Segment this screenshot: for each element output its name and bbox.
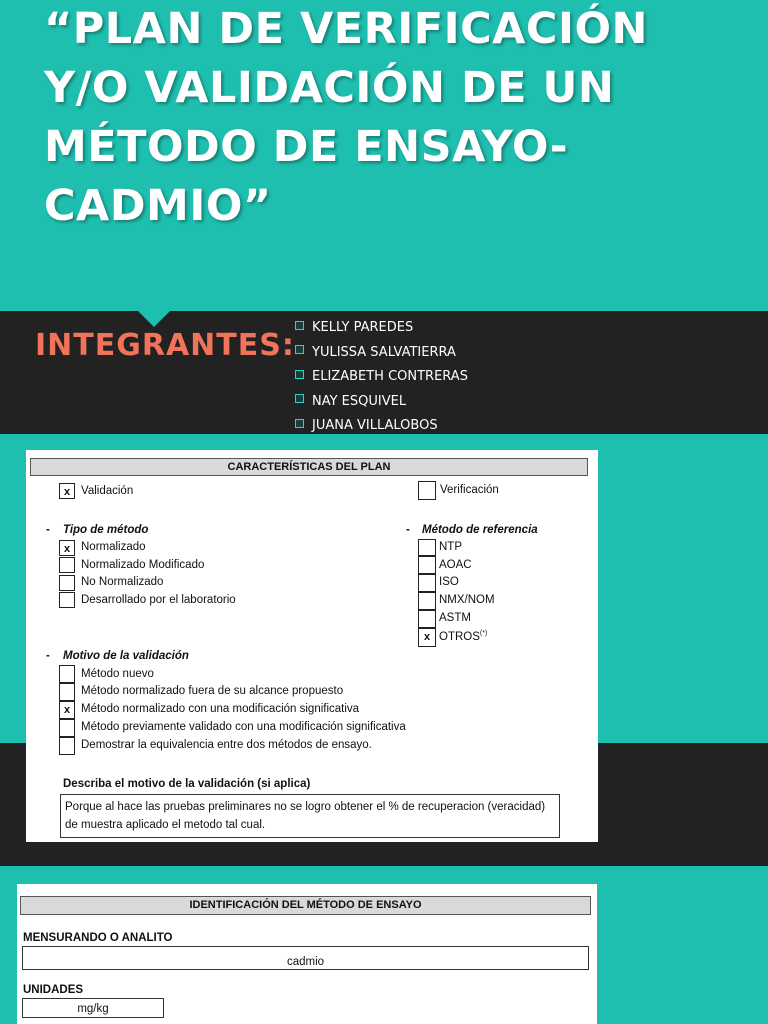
describa-textbox[interactable]: Porque al hace las pruebas preliminares no se logro obtener el % de recuperacion (veracidad) de muestra aplicado el metodo tal cual. [60, 794, 560, 838]
bullet-icon [295, 394, 304, 403]
band-notch [138, 311, 170, 327]
label-desarrollado: Desarrollado por el laboratorio [81, 594, 236, 606]
member-name: JUANA VILLALOBOS [312, 418, 438, 434]
checkbox-verificacion[interactable] [418, 481, 436, 500]
dash: - [46, 524, 50, 536]
bullet-icon [295, 345, 304, 354]
checkbox-previamente-validado[interactable] [59, 719, 75, 737]
checkbox-modificacion-significativa[interactable]: x [59, 701, 75, 719]
mensurando-value[interactable]: cadmio [22, 946, 589, 970]
checkbox-fuera-alcance[interactable] [59, 683, 75, 701]
metodo-header: IDENTIFICACIÓN DEL MÉTODO DE ENSAYO [20, 896, 591, 915]
checkbox-ntp[interactable] [418, 539, 436, 556]
bullet-icon [295, 370, 304, 379]
label-nmx-nom: NMX/NOM [439, 594, 495, 606]
checkbox-normalizado-modificado[interactable] [59, 557, 75, 573]
checkbox-no-normalizado[interactable] [59, 575, 75, 591]
unidades-label: UNIDADES [23, 984, 84, 996]
checkbox-aoac[interactable] [418, 556, 436, 574]
checkbox-nmx-nom[interactable] [418, 592, 436, 610]
bullet-icon [295, 419, 304, 428]
checkbox-normalizado[interactable]: x [59, 540, 75, 556]
label-otros [439, 630, 487, 643]
label-astm: ASTM [439, 612, 471, 624]
member-item [295, 341, 468, 366]
checkbox-validacion[interactable]: x [59, 483, 75, 499]
label-validacion: Validación [81, 485, 134, 497]
bullet-icon [295, 321, 304, 330]
member-name: NAY ESQUIVEL [312, 393, 407, 409]
member-item [295, 414, 468, 439]
member-name: ELIZABETH CONTRERAS [312, 369, 468, 385]
member-name: YULISSA SALVATIERRA [312, 344, 456, 360]
label-no-normalizado: No Normalizado [81, 576, 164, 588]
label-equivalencia: Demostrar la equivalencia entre dos métodos de ensayo. [81, 739, 372, 751]
label-verificacion: Verificación [440, 484, 499, 496]
dash: - [406, 524, 410, 536]
checkbox-astm[interactable] [418, 610, 436, 628]
motivo-title: Motivo de la validación [63, 650, 189, 662]
member-item [295, 316, 468, 341]
member-name: KELLY PAREDES [312, 320, 414, 336]
mensurando-label: MENSURANDO O ANALITO [23, 932, 173, 944]
tipo-metodo-title: Tipo de método [63, 524, 149, 536]
describa-label: Describa el motivo de la validación (si aplica) [63, 778, 311, 790]
otros-text: OTROS [439, 630, 480, 643]
unidades-value[interactable]: mg/kg [22, 998, 164, 1018]
checkbox-iso[interactable] [418, 574, 436, 592]
label-previamente-validado: Método previamente validado con una modificación significativa [81, 721, 406, 733]
otros-superscript: (*) [479, 630, 488, 637]
label-fuera-alcance: Método normalizado fuera de su alcance propuesto [81, 685, 344, 697]
checkbox-metodo-nuevo[interactable] [59, 665, 75, 683]
label-metodo-nuevo: Método nuevo [81, 668, 154, 680]
member-item [295, 365, 468, 390]
metodo-referencia-title: Método de referencia [422, 524, 538, 536]
slide-title: “PLAN DE VERIFICACIÓN Y/O VALIDACIÓN DE UN MÉTODO DE ENSAYO- CADMIO” [44, 4, 649, 231]
member-item [295, 390, 468, 415]
checkbox-desarrollado[interactable] [59, 592, 75, 608]
members-heading: INTEGRANTES: [35, 328, 295, 363]
label-iso: ISO [439, 576, 459, 588]
dash: - [46, 650, 50, 662]
checkbox-equivalencia[interactable] [59, 737, 75, 755]
label-normalizado-modificado: Normalizado Modificado [81, 559, 205, 571]
members-list [295, 316, 468, 439]
method-identification-sheet [17, 884, 597, 1024]
plan-header: CARACTERÍSTICAS DEL PLAN [30, 458, 588, 476]
plan-characteristics-sheet [26, 450, 598, 842]
checkbox-otros[interactable]: x [418, 628, 436, 647]
label-aoac: AOAC [439, 559, 472, 571]
label-modificacion-significativa: Método normalizado con una modificación significativa [81, 703, 360, 715]
label-normalizado: Normalizado [81, 541, 146, 553]
label-ntp: NTP [439, 541, 462, 553]
